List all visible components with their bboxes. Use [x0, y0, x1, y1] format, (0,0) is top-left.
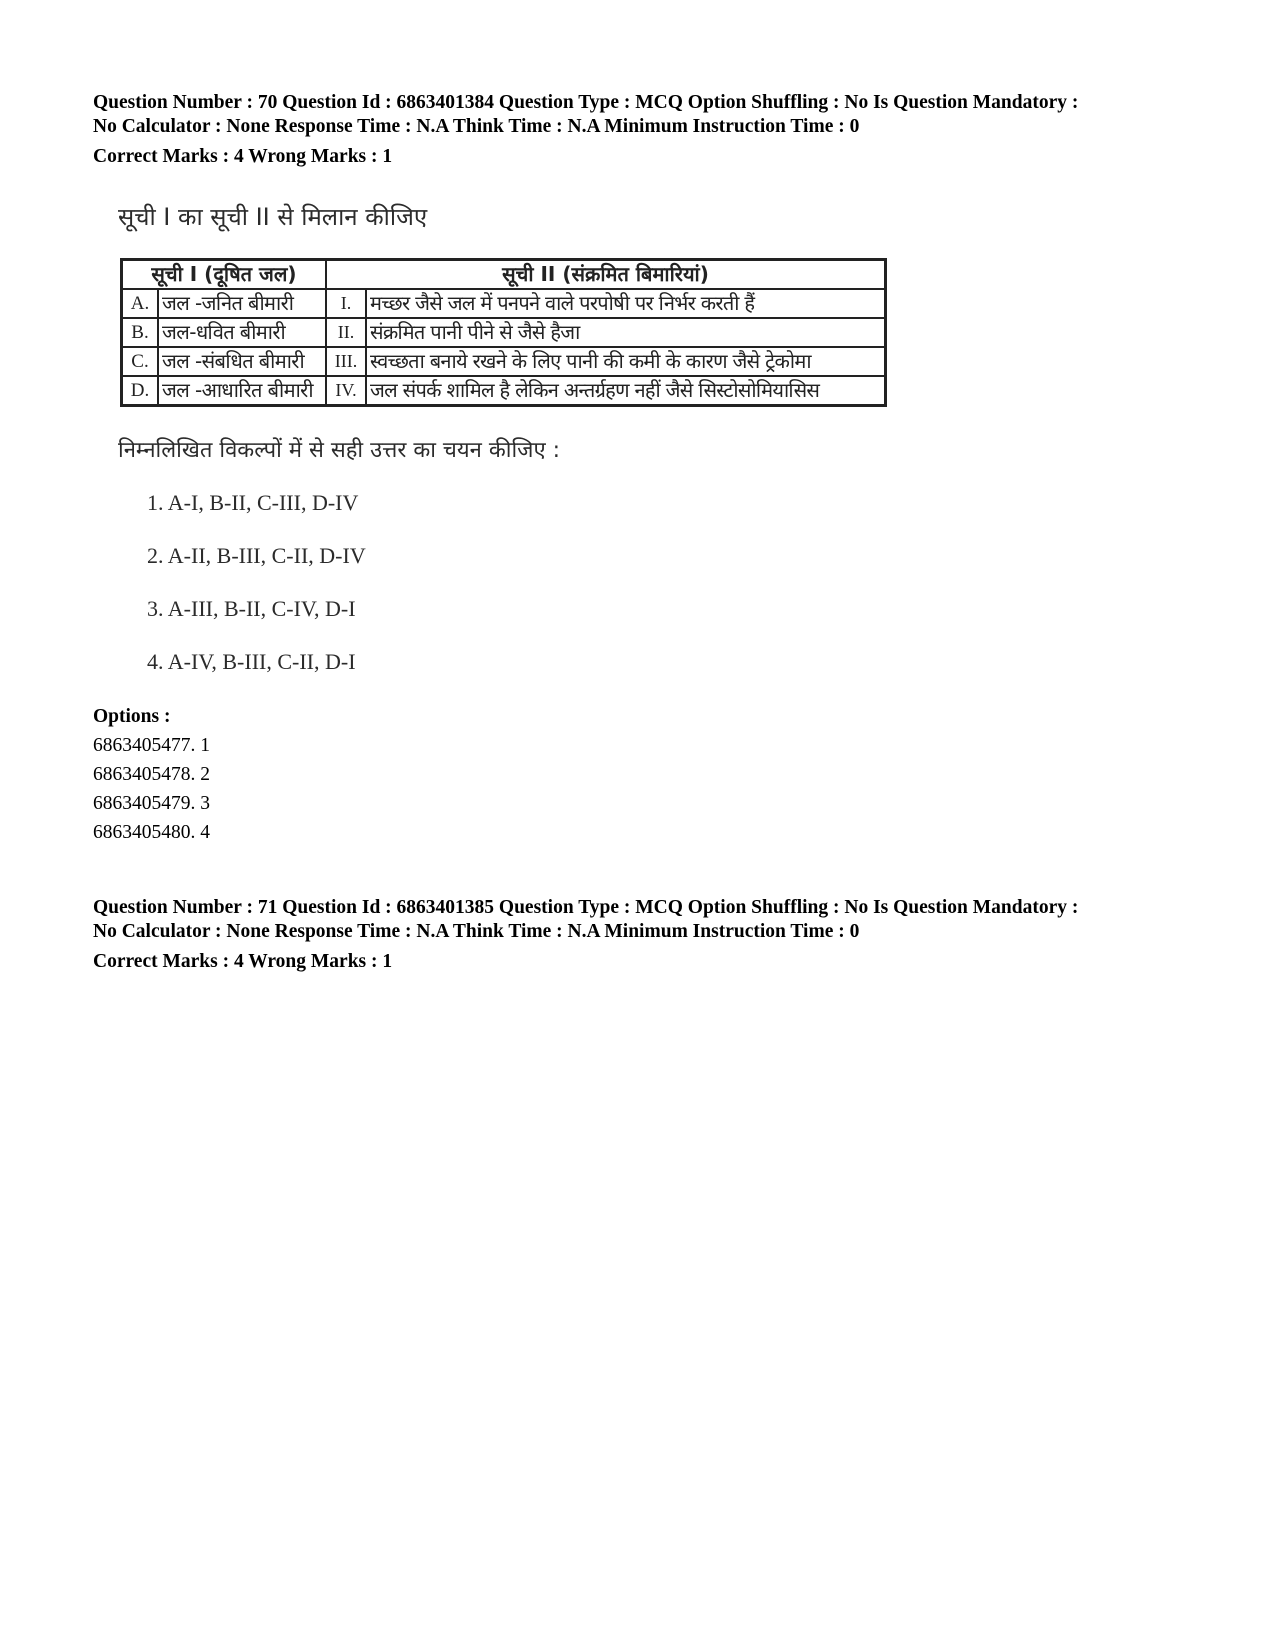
row-roman: I. — [326, 289, 366, 318]
question-70-meta-line2: No Calculator : None Response Time : N.A Think Time : N.A Minimum Instruction Time : 0 — [93, 116, 860, 137]
question-70-meta — [93, 91, 1203, 139]
table-row — [122, 376, 886, 406]
row-list2-item: संक्रमित पानी पीने से जैसे हैजा — [366, 318, 886, 347]
answer-choice-4: 4. A-IV, B-III, C-II, D-I — [147, 649, 356, 674]
table-row — [122, 289, 886, 318]
row-letter: D. — [122, 376, 159, 406]
row-list2-item: मच्छर जैसे जल में पनपने वाले परपोषी पर निर्भर करती हैं — [366, 289, 886, 318]
row-list1-item: जल -आधारित बीमारी — [158, 376, 326, 406]
answer-choice-2: 2. A-II, B-III, C-II, D-IV — [147, 543, 366, 568]
question-70-marks: Correct Marks : 4 Wrong Marks : 1 — [93, 146, 393, 167]
answer-choice-1: 1. A-I, B-II, C-III, D-IV — [147, 490, 359, 515]
option-item: 6863405478. 2 — [93, 764, 210, 785]
match-table — [120, 258, 887, 407]
options-label: Options : — [93, 706, 171, 727]
question-71-meta-line2: No Calculator : None Response Time : N.A Think Time : N.A Minimum Instruction Time : 0 — [93, 921, 860, 942]
question-70-body — [115, 190, 915, 690]
row-letter: B. — [122, 318, 159, 347]
question-instruction: सूची I का सूची II से मिलान कीजिए — [118, 203, 428, 231]
table-row — [122, 347, 886, 376]
question-71-meta-line1: Question Number : 71 Question Id : 6863401385 Question Type : MCQ Option Shuffling : No Is Question Mandatory : — [93, 897, 1079, 918]
row-letter: A. — [122, 289, 159, 318]
question-71-meta — [93, 896, 1203, 944]
row-roman: II. — [326, 318, 366, 347]
row-list2-item: जल संपर्क शामिल है लेकिन अन्तर्ग्रहण नहीं जैसे सिस्टोसोमियासिस — [366, 376, 886, 406]
row-roman: III. — [326, 347, 366, 376]
question-71-marks: Correct Marks : 4 Wrong Marks : 1 — [93, 951, 393, 972]
list2-header: सूची II (संक्रमित बिमारियां) — [326, 260, 886, 290]
list1-header: सूची I (दूषित जल) — [122, 260, 327, 290]
option-item: 6863405480. 4 — [93, 822, 210, 843]
row-roman: IV. — [326, 376, 366, 406]
row-list1-item: जल-धवित बीमारी — [158, 318, 326, 347]
row-list1-item: जल -जनित बीमारी — [158, 289, 326, 318]
row-list2-item: स्वच्छता बनाये रखने के लिए पानी की कमी के कारण जैसे ट्रेकोमा — [366, 347, 886, 376]
question-prompt: निम्नलिखित विकल्पों में से सही उत्तर का चयन कीजिए : — [118, 438, 561, 463]
answer-choice-3: 3. A-III, B-II, C-IV, D-I — [147, 596, 356, 621]
match-table-header — [122, 260, 886, 290]
option-item: 6863405479. 3 — [93, 793, 210, 814]
option-item: 6863405477. 1 — [93, 735, 210, 756]
row-list1-item: जल -संबधित बीमारी — [158, 347, 326, 376]
table-row — [122, 318, 886, 347]
question-70-meta-line1: Question Number : 70 Question Id : 6863401384 Question Type : MCQ Option Shuffling : No Is Question Mandatory : — [93, 92, 1079, 113]
row-letter: C. — [122, 347, 159, 376]
